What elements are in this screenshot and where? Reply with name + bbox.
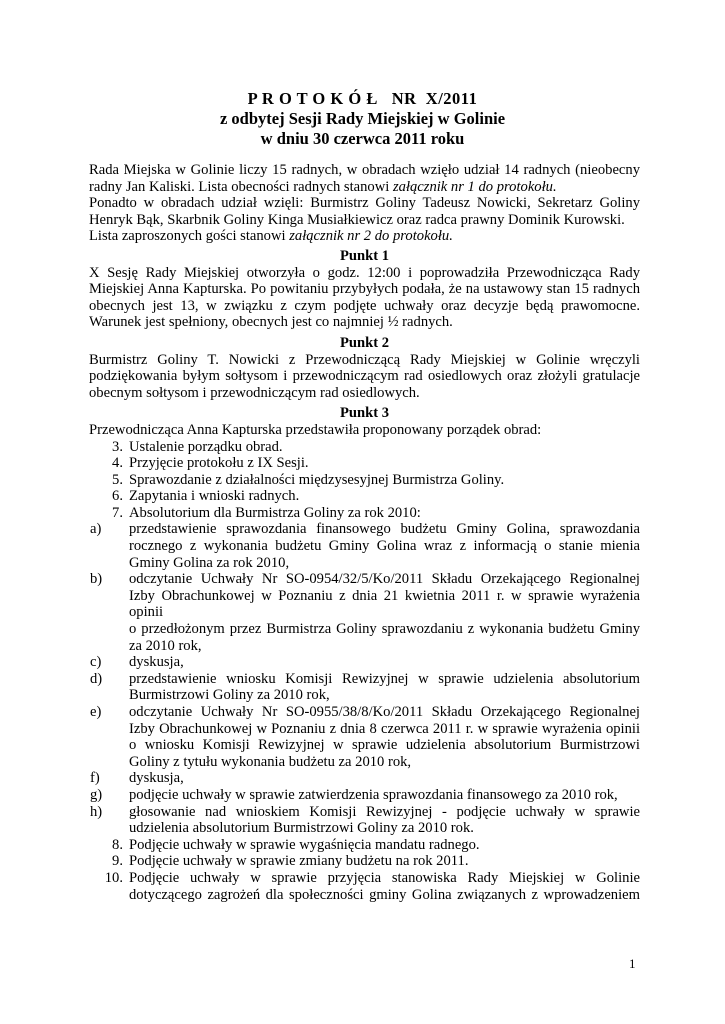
intro-line: Lista zaproszonych gości stanowi załącznik nr 2 do protokołu.: [89, 228, 453, 245]
punkt-1-line: Warunek jest spełniony, obecnych jest co najmniej ½ radnych.: [89, 314, 453, 331]
agenda-subitem: c) dyskusja,: [90, 654, 184, 671]
intro-line: Henryk Bąk, Skarbnik Goliny Kinga Musiałkiewicz oraz radca prawny Dominik Kurowski.: [89, 211, 625, 228]
agenda-subitem: e) odczytanie Uchwały Nr SO-0955/38/8/Ko/2011 Składu Orzekającego Regionalnej Izby Obrachunkowej w Poznaniu z dnia 8 czerwca 2011 r. w sprawie wyrażenia opinii o wniosku Komisji Rewizyjnej w sprawie udzielenia absolutorium Burmistrzowi Goliny z tytułu wykonania budżetu za 2010 rok,: [90, 704, 640, 770]
agenda-item: 3. Ustalenie porządku obrad.: [112, 438, 283, 455]
punkt-2-heading: Punkt 2: [339, 334, 390, 351]
intro-line: Ponadto w obradach udział wzięli: Burmistrz Goliny Tadeusz Nowicki, Sekretarz Goliny: [89, 195, 640, 212]
agenda-item: 4. Przyjęcie protokołu z IX Sesji.: [112, 455, 309, 472]
agenda-item: 8. Podjęcie uchwały w sprawie wygaśnięcia mandatu radnego.: [112, 836, 480, 853]
page-number: 1: [629, 956, 636, 971]
protocol-title: P R O T O K Ó Ł NR X/2011: [247, 89, 478, 108]
attachment-ref: załącznik nr 2 do protokołu.: [289, 228, 453, 245]
punkt-3-intro: Przewodnicząca Anna Kapturska przedstawiła proponowany porządek obrad:: [89, 421, 542, 438]
punkt-3-heading: Punkt 3: [339, 405, 390, 422]
agenda-subitem: f) dyskusja,: [90, 770, 184, 787]
agenda-item: 6. Zapytania i wnioski radnych.: [112, 488, 300, 505]
agenda-item: 7. Absolutorium dla Burmistrza Goliny za rok 2010:: [112, 504, 421, 521]
punkt-1-heading: Punkt 1: [339, 247, 390, 264]
punkt-1-line: X Sesję Rady Miejskiej otworzyła o godz. 12:00 i poprowadziła Przewodnicząca Rady: [89, 264, 640, 281]
punkt-2-line: podziękowania byłym sołtysom i przewodniczącym rad osiedlowych oraz złożyli gratulacje: [89, 368, 640, 385]
protocol-date: w dniu 30 czerwca 2011 roku: [260, 129, 465, 148]
intro-line: radny Jan Kaliski. Lista obecności radnych stanowi załącznik nr 1 do protokołu.: [89, 178, 557, 195]
attachment-ref: załącznik nr 1 do protokołu.: [392, 178, 557, 195]
agenda-subitem: d) przedstawienie wniosku Komisji Rewizyjnej w sprawie udzielenia absolutorium Burmistrzowi Goliny za 2010 rok,: [90, 670, 640, 704]
agenda-subitem: b) odczytanie Uchwały Nr SO-0954/32/5/Ko/2011 Składu Orzekającego Regionalnej Izby Obrachunkowej w Poznaniu z dnia 21 kwietnia 2011 r. w sprawie wyrażenia opinii o przedłożonym przez Burmistrza Goliny sprawozdaniu z wykonania budżetu Gminy za 2010 rok,: [90, 571, 640, 654]
protocol-subtitle: z odbytej Sesji Rady Miejskiej w Golinie: [219, 109, 506, 128]
intro-line: Rada Miejska w Golinie liczy 15 radnych, w obradach wzięło udział 14 radnych (nieobecny: [89, 162, 640, 178]
agenda-subitem: g) podjęcie uchwały w sprawie zatwierdzenia sprawozdania finansowego za 2010 rok,: [90, 786, 618, 803]
agenda-item: 10. Podjęcie uchwały w sprawie przyjęcia stanowiska Rady Miejskiej w Golinie dotyczącego zagrożeń dla społeczności gminy Golina związanych z wprowadzeniem: [104, 869, 640, 903]
punkt-2-line: Burmistrz Goliny T. Nowicki z Przewodniczącą Rady Miejskiej w Golinie wręczyli: [89, 351, 640, 368]
agenda-subitem: h) głosowanie nad wnioskiem Komisji Rewizyjnej - podjęcie uchwały w sprawie udzielenia absolutorium Burmistrzowi Goliny za 2010 rok.: [90, 803, 640, 837]
agenda-subitem: a) przedstawienie sprawozdania finansowego budżetu Gminy Golina, sprawozdania rocznego z wykonania budżetu Gminy Golina wraz z informacją o stanie mienia Gminy Golina za rok 2010,: [90, 521, 640, 571]
punkt-1-line: Miejskiej Anna Kapturska. Po powitaniu przybyłych podała, że na ustawowy stan 15 radnych: [89, 281, 640, 298]
punkt-2-line: obecnym sołtysom i przewodniczącym rad osiedlowych.: [89, 384, 420, 401]
agenda-item: 9. Podjęcie uchwały w sprawie zmiany budżetu na rok 2011.: [112, 853, 469, 870]
punkt-1-line: obecnych jest 13, w związku z czym podjęte uchwały oraz decyzje będą prawomocne.: [89, 297, 640, 314]
agenda-item: 5. Sprawozdanie z działalności międzysesyjnej Burmistrza Goliny.: [112, 471, 505, 488]
document-body: [89, 162, 640, 903]
